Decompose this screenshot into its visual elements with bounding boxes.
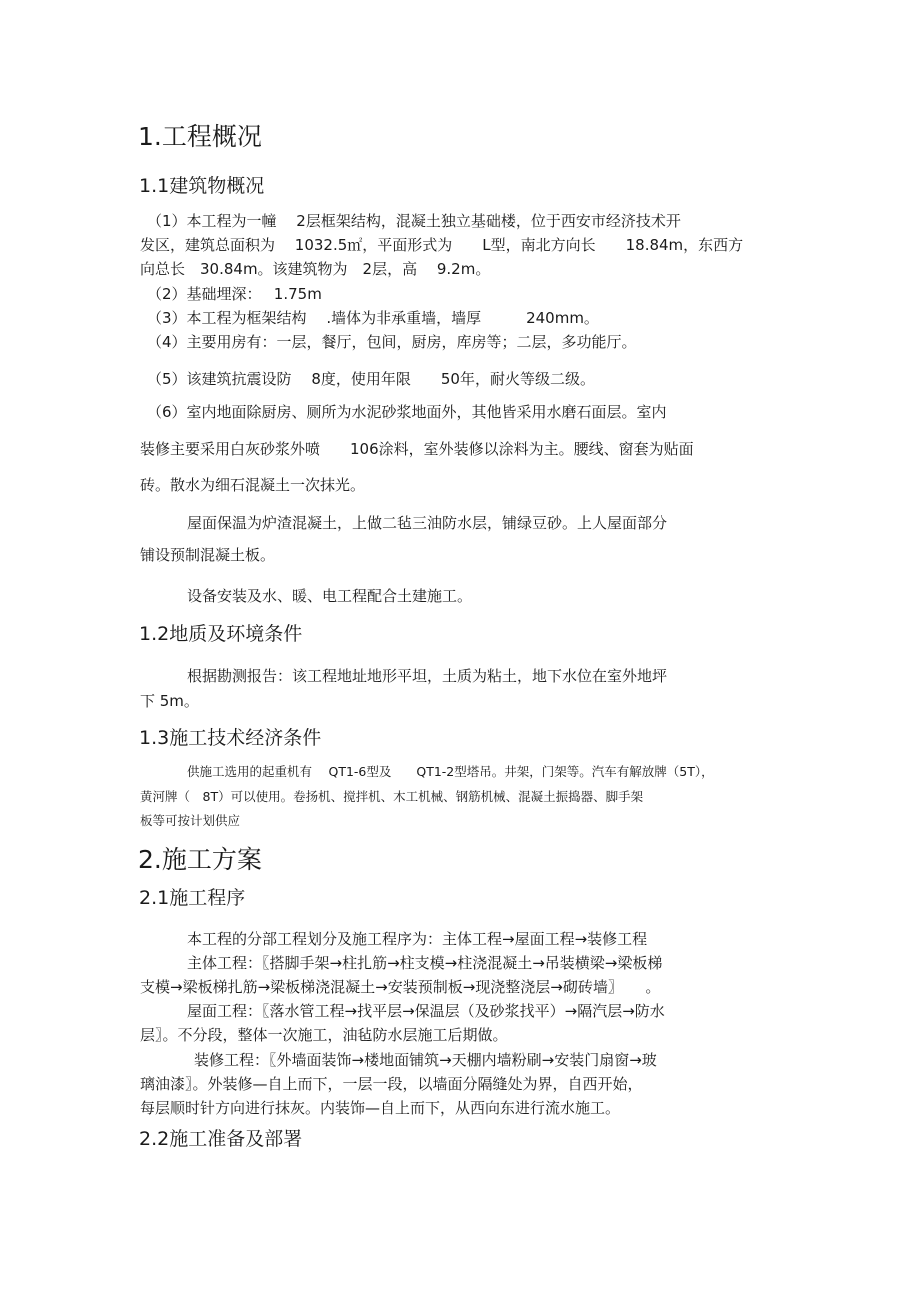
paragraph-line: （1）本工程为一幢 2层框架结构，混凝土独立基础楼，位于西安市经济技术开 xyxy=(147,212,681,230)
heading-construction-plan: 2.施工方案 xyxy=(138,845,262,874)
heading-building-overview: 1.1建筑物概况 xyxy=(139,175,265,197)
paragraph-line: （3）本工程为框架结构 .墙体为非承重墙，墙厚 240mm。 xyxy=(147,309,599,327)
heading-project-overview: 1.工程概况 xyxy=(138,122,262,151)
paragraph-line: 屋面保温为炉渣混凝土，上做二毡三油防水层，铺绿豆砂。上人屋面部分 xyxy=(187,514,668,532)
paragraph-line: 装修工程：〖外墙面装饰→楼地面铺筑→天棚内墙粉刷→安装门扇窗→玻 xyxy=(194,1051,657,1069)
paragraph-line: 发区，建筑总面积为 1032.5㎡，平面形式为 L型，南北方向长 18.84m，东西方 xyxy=(140,236,744,254)
heading-preparation-deployment: 2.2施工准备及部署 xyxy=(139,1128,303,1150)
paragraph-line: 砖。散水为细石混凝土一次抹光。 xyxy=(140,476,366,494)
heading-geology-environment: 1.2地质及环境条件 xyxy=(139,623,303,645)
heading-technical-economic-conditions: 1.3施工技术经济条件 xyxy=(139,727,322,749)
heading-construction-procedure: 2.1施工程序 xyxy=(139,887,246,909)
paragraph-line: 装修主要采用白灰砂浆外喷 106涂料，室外装修以涂料为主。腰线、窗套为贴面 xyxy=(140,440,694,458)
paragraph-line: 铺设预制混凝土板。 xyxy=(140,546,276,564)
paragraph-line: 板等可按计划供应 xyxy=(140,813,241,828)
paragraph-line: （5）该建筑抗震设防 8度，使用年限 50年，耐火等级二级。 xyxy=(147,370,595,388)
paragraph-line: 黄河牌（ 8T）可以使用。卷扬机、搅拌机、木工机械、钢筋机械、混凝土振捣器、脚手架 xyxy=(140,789,644,804)
paragraph-line: （2）基础埋深： 1.75m xyxy=(147,285,322,303)
paragraph-line: 根据勘测报告：该工程地址地形平坦，土质为粘土，地下水位在室外地坪 xyxy=(187,667,668,685)
paragraph-line: 层〗。不分段，整体一次施工，油毡防水层施工后期做。 xyxy=(140,1026,508,1044)
paragraph-line: 设备安装及水、暖、电工程配合土建施工。 xyxy=(187,587,473,605)
paragraph-line: 支模→梁板梯扎筋→梁板梯浇混凝土→安装预制板→现浇整浇层→砌砖墙〗 。 xyxy=(140,978,661,996)
paragraph-line: 每层顺时针方向进行抹灰。内装饰—自上而下，从西向东进行流水施工。 xyxy=(140,1099,621,1117)
paragraph-line: 本工程的分部工程划分及施工程序为：主体工程→屋面工程→装修工程 xyxy=(187,930,648,948)
paragraph-line: 主体工程：〖搭脚手架→柱扎筋→柱支模→柱浇混凝土→吊装横梁→梁板梯 xyxy=(187,954,663,972)
paragraph-line: 向总长 30.84m。该建筑物为 2层，高 9.2m。 xyxy=(140,260,491,278)
paragraph-line: 供施工选用的起重机有 QT1-6型及 QT1-2型塔吊。井架，门架等。汽车有解放牌（5T）， xyxy=(187,764,714,779)
paragraph-line: （4）主要用房有：一层，餐厅，包间，厨房，库房等；二层，多功能厅。 xyxy=(147,333,637,351)
paragraph-line: （6）室内地面除厨房、厕所为水泥砂浆地面外，其他皆采用水磨石面层。室内 xyxy=(147,403,667,421)
paragraph-line: 璃油漆〗。外装修—自上而下，一层一段，以墙面分隔缝处为界，自西开始， xyxy=(140,1075,643,1093)
paragraph-line: 下 5m。 xyxy=(140,692,199,710)
paragraph-line: 屋面工程：〖落水管工程→找平层→保温层（及砂浆找平）→隔汽层→防水 xyxy=(187,1002,665,1020)
